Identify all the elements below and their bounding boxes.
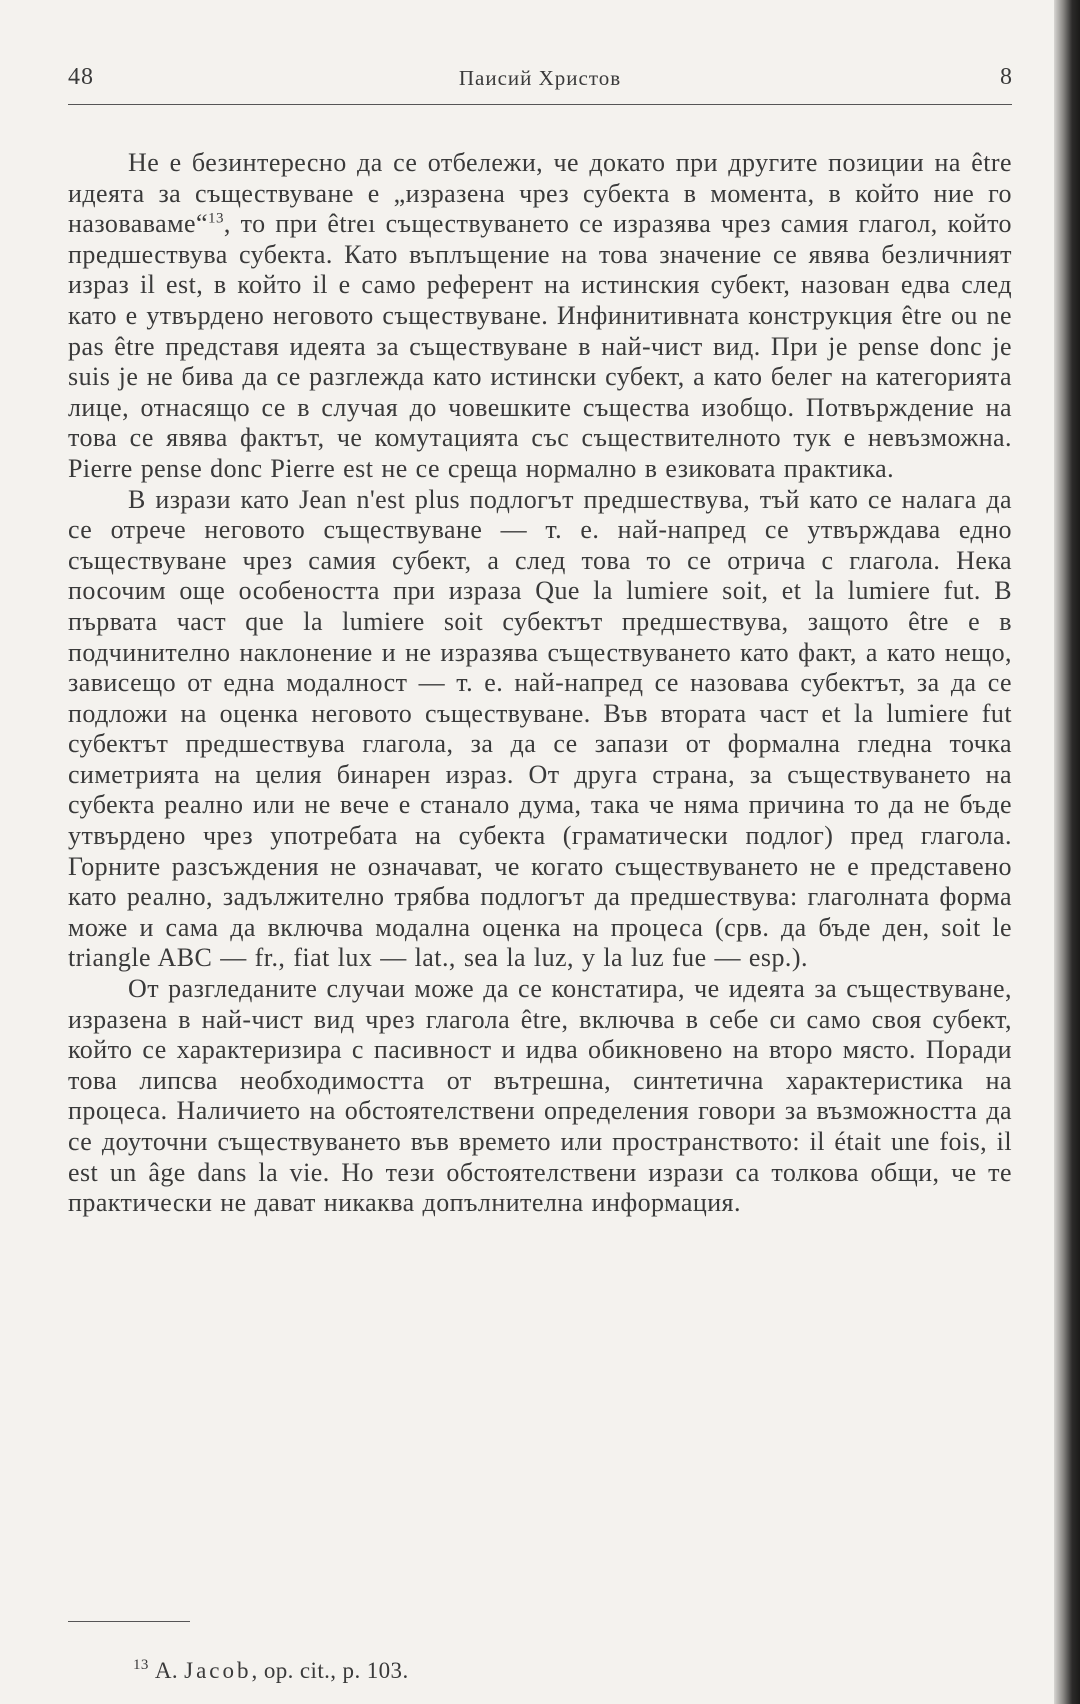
paragraph-1 bbox=[68, 148, 1012, 485]
footnote-author-initial: A. bbox=[154, 1658, 178, 1683]
page-header bbox=[68, 64, 1012, 104]
footnote-rule bbox=[68, 1621, 190, 1622]
running-title: Паисий Христов bbox=[458, 66, 622, 90]
footnote-author-name: Jacob bbox=[184, 1658, 252, 1683]
footnote-reference: 13 bbox=[208, 210, 224, 227]
book-spine-shadow bbox=[1054, 0, 1080, 1704]
footnote-mark: 13 bbox=[133, 1657, 149, 1674]
page-number: 48 bbox=[68, 64, 94, 90]
header-rule bbox=[68, 104, 1012, 105]
footnote-citation: , op. cit., p. 103. bbox=[251, 1658, 409, 1683]
chapter-number: 8 bbox=[1000, 64, 1012, 90]
body-text bbox=[68, 148, 1012, 1219]
paragraph-1-text-b: , то при êtreı съществуването се изразява чрез самия глагол, който предшествува субекта. Като въплъщение на това значение се явява безличният израз il est, в който il е само референт на истинския субект, назован едва след като е утвърдено неговото съществуване. Инфинитивната конструкция être ou ne pas être представя идеята за съществуване в най-чист вид. При je pense donc je suis je не бива да се разглежда като истински субект, а като белег на категорията лице, отнасящо се в случая до човешките същества изобщо. Потвърждение на това се явява фактът, че комутацията със съществителното тук е невъзможна. Pierre pense donc Pierre est не се среща нормално в езиковата практика. bbox=[68, 209, 1012, 483]
paragraph-3: От разгледаните случаи може да се констатира, че идеята за съществуване, изразена в най-чист вид чрез глагола être, включва в себе си само своя субект, който се характеризира с пасивност и идва обикновено на второ място. Поради това липсва необходимостта от вътрешна, синтетична характеристика на процеса. Наличието на обстоятелствени определения говори за възможността да се доуточни съществуването във времето или пространството: il était une fois, il est un âge dans la vie. Но тези обстоятелствени изрази са толкова общи, че те практически не дават никаква допълнителна информация. bbox=[68, 974, 1012, 1218]
paragraph-1-text-a: Не е безинтересно да се отбележи, че докато при другите позиции на être идеята за съществуване е „изразена чрез субекта в момента, в който ние го назоваваме“ bbox=[68, 148, 1012, 239]
paragraph-2: В изрази като Jean n'est plus подлогът предшествува, тъй като се налага да се отрече неговото съществуване — т. е. най-напред се утвърждава едно съществуване чрез самия субект, а след това то се отрича с глагола. Нека посочим още особеността при израза Que la lumiere soit, et la lumiere fut. В първата част que la lumiere soit субектът предшествува, защото être е в подчинително наклонение и не изразява съществуването като факт, а като нещо, зависещо от една модалност — т. е. най-напред се назовава субектът, за да се подложи на оценка неговото съществуване. Във втората част et la lumiere fut субектът предшествува глагола, за да се запази от формална гледна точка симетрията на целия бинарен израз. От друга страна, за съществуването на субекта реално или не вече е станало дума, така че няма причина то да не бъде утвърдено чрез употребата на субекта (граматически подлог) пред глагола. Горните разсъждения не означават, че когато съществуването не е представено като реално, задължително трябва подлогът да предшествува: глаголната форма може и сама да включва модална оценка на процеса (срв. да бъде ден, soit le triangle ABC — fr., fiat lux — lat., sea la luz, y la luz fue — esp.). bbox=[68, 484, 1012, 973]
footnote bbox=[133, 1658, 409, 1684]
